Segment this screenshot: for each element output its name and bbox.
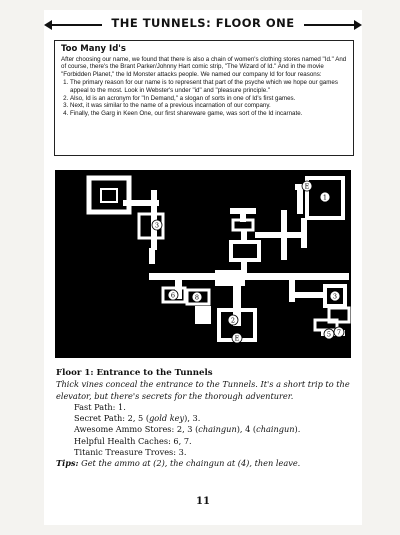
marker-label: E: [234, 334, 240, 343]
floor-section: [56, 368, 356, 470]
marker-label: 7: [336, 328, 342, 337]
reason-item: 1. The primary reason for our name is to represent that part of the psyche which we hope our games appeal to the most. Look in Webster's under "id" and "pleasure principle.": [70, 79, 347, 94]
ammo-mid: ), 4 (: [236, 424, 257, 435]
tips-text: Get the ammo at (2), the chaingun at (4), then leave.: [78, 458, 301, 469]
ammo-pre: Awesome Ammo Stores: 2, 3 (: [74, 424, 199, 435]
sidebar-box: [54, 40, 354, 156]
ammo-item: chaingun: [256, 424, 295, 435]
marker-label: 6: [170, 291, 176, 300]
header-rule-right: [304, 24, 356, 26]
floor-intro: Thick vines conceal the entrance to the Tunnels. It's a short trip to the elevator, but there's secrets for the thorough adventurer.: [56, 379, 350, 401]
marker-label: E: [304, 182, 310, 191]
marker-1: [320, 192, 330, 202]
floor-title: Floor 1: Entrance to the Tunnels: [56, 368, 213, 378]
marker-label: 5: [326, 330, 332, 339]
ammo-item: chaingun: [198, 424, 237, 435]
secret-path-pre: Secret Path: 2, 5 (: [74, 413, 150, 424]
secret-path-post: ), 3.: [184, 413, 201, 424]
marker-e2: [232, 333, 242, 343]
marker-label: 2: [230, 316, 236, 325]
map-drawing: [55, 170, 351, 358]
marker-6: [168, 290, 178, 300]
page-title: THE TUNNELS: FLOOR ONE: [111, 16, 295, 30]
ammo-stores: [56, 424, 356, 435]
tips-label: Tips:: [56, 458, 79, 469]
arrow-right-icon: [354, 20, 362, 30]
secret-path: [56, 413, 356, 424]
treasure-troves: Titanic Treasure Troves: 3.: [74, 447, 187, 458]
tips: [56, 458, 356, 469]
floor-map: [55, 170, 351, 358]
reason-item: 2. Also, Id is an acronym for "In Demand," a slogan of sorts in one of Id's first games.: [70, 95, 347, 103]
ammo-post: ).: [294, 424, 301, 435]
marker-label: 3: [332, 292, 338, 301]
health-caches: Helpful Health Caches: 6, 7.: [74, 435, 192, 446]
book-page: [44, 10, 362, 525]
reasons-list: [61, 79, 347, 117]
marker-label: 3: [154, 221, 160, 230]
sidebar-title: Too Many Id's: [61, 44, 126, 54]
marker-2: [228, 315, 238, 325]
header-rule-left: [50, 24, 102, 26]
marker-7: [334, 327, 344, 337]
marker-4: [330, 291, 340, 301]
sidebar-intro: After choosing our name, we found that there is also a chain of women's clothing stores named "Id." And of course, there's the Brant Parker/Johnny Hart comic strip, "The Wizard of Id." And in the movie "Forbidden Planet," the Id Monster attacks people. We named our company Id for four reasons:: [61, 55, 347, 78]
marker-label: 1: [322, 193, 328, 202]
reason-item: 4. Finally, the Garg in Keen One, our first shareware game, was sort of the Id incarnate.: [70, 110, 347, 118]
reason-item: 3. Next, it was similar to the name of a previous incarnation of our company.: [70, 102, 347, 110]
page-header: [44, 14, 362, 34]
marker-8: [192, 292, 202, 302]
marker-label: 8: [194, 293, 200, 302]
fast-path: Fast Path: 1.: [74, 401, 126, 412]
marker-e: [302, 181, 312, 191]
marker-5: [324, 329, 334, 339]
secret-path-item: gold key: [149, 413, 185, 424]
marker-3: [152, 220, 162, 230]
page-number: 11: [196, 496, 210, 507]
